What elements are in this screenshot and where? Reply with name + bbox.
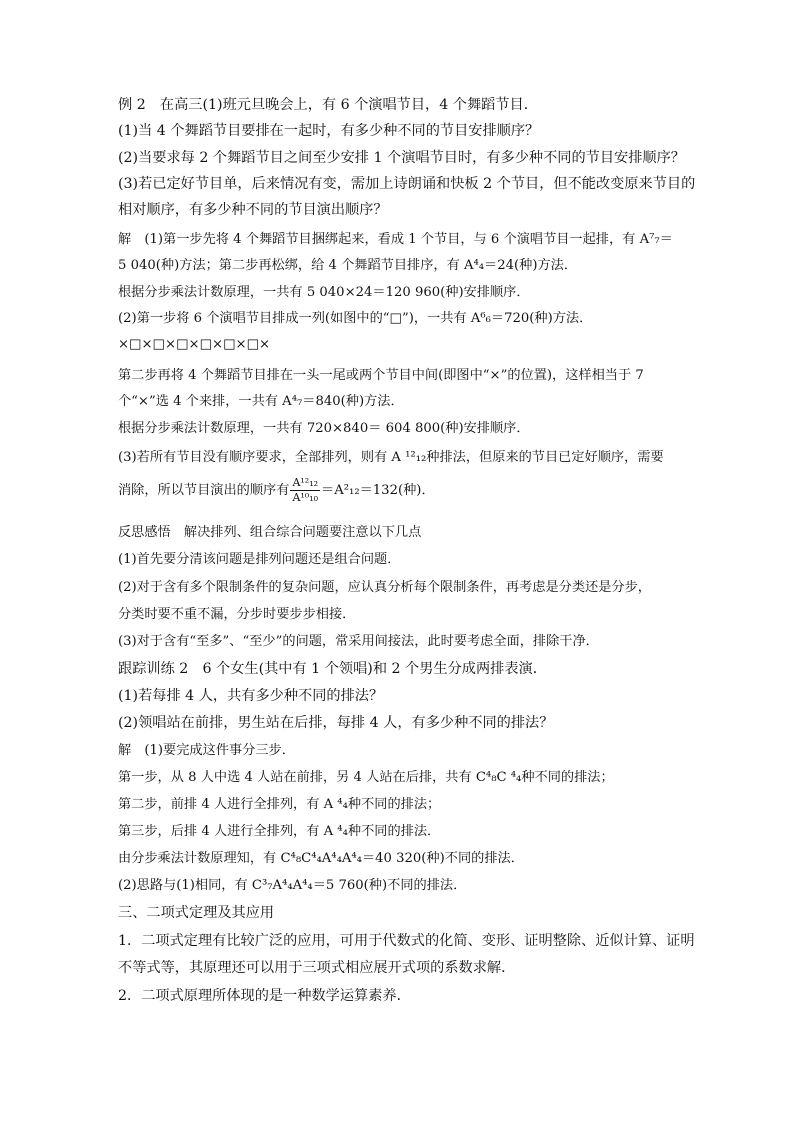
section-3-point-1-line-1: 1．二项式定理有比较广泛的应用，可用于代数式的化简、变形、证明整除、近似计算、证明 bbox=[118, 933, 695, 949]
training-solution-line-6: (2)思路与(1)相同，有 C³₇A⁴₄A⁴₄＝5 760(种)不同的排法． bbox=[118, 878, 467, 893]
example-2-question-3-line-1: (3)若已定好节目单，后来情况有变，需加上诗朗诵和快板 2 个节目，但不能改变原来节目的 bbox=[118, 176, 696, 192]
solution-1-line-3: 根据分步乘法计数原理，一共有 5 040×24＝120 960(种)安排顺序． bbox=[118, 285, 530, 300]
reflection-point-3: (3)对于含有“至多”、“至少”的问题，常采用间接法，此时要考虑全面，排除干净． bbox=[118, 634, 599, 649]
training-solution-line-1: 解 (1)要完成这件事分三步． bbox=[118, 743, 295, 758]
solution-3-text-before-fraction: 消除，所以节目演出的顺序有 bbox=[118, 483, 290, 498]
reflection-point-2-line-1: (2)对于含有多个限制条件的复杂问题，应认真分析每个限制条件，再考虑是分类还是分步， bbox=[118, 580, 651, 595]
solution-3-line-2 bbox=[118, 477, 435, 504]
training-solution-line-5: 由分步乘法计数原理知，有 C⁴₈C⁴₄A⁴₄A⁴₄＝40 320(种)不同的排法． bbox=[118, 851, 524, 866]
solution-2-line-2: 第二步再将 4 个舞蹈节目排在一头一尾或两个节目中间(即图中“×”的位置)，这样相当于 7 bbox=[118, 368, 644, 383]
permutation-fraction bbox=[290, 477, 320, 504]
section-3-point-1-line-2: 不等式等，其原理还可以用于三项式相应展开式项的系数求解． bbox=[118, 960, 516, 976]
solution-3-text-after-fraction: ＝A²₁₂＝132(种)． bbox=[321, 483, 435, 498]
fraction-denominator: A¹⁰₁₀ bbox=[292, 491, 319, 504]
training-solution-line-2: 第一步，从 8 人中选 4 人站在前排，另 4 人站在后排，共有 C⁴₈C ⁴₄种不同的排法； bbox=[118, 770, 614, 785]
reflection-point-1: (1)首先要分清该问题是排列问题还是组合问题． bbox=[118, 552, 401, 567]
example-2-title: 例 2 在高三(1)班元旦晚会上，有 6 个演唱节目，4 个舞蹈节目． bbox=[118, 97, 538, 113]
solution-2-line-4: 根据分步乘法计数原理，一共有 720×840＝ 604 800(种)安排顺序． bbox=[118, 421, 530, 436]
solution-1-line-2: 5 040(种)方法；第二步再松绑，给 4 个舞蹈节目排序，有 A⁴₄＝24(种)方法． bbox=[118, 258, 578, 273]
solution-1-line-1: 解 (1)第一步先将 4 个舞蹈节目捆绑起来，看成 1 个节目，与 6 个演唱节目一起排，有 A⁷₇＝ bbox=[118, 232, 673, 247]
solution-3-line-1: (3)若所有节目没有顺序要求，全部排列，则有 A ¹²₁₂种排法，但原来的节目已定好顺序，需要 bbox=[118, 450, 664, 465]
fraction-numerator: A¹²₁₂ bbox=[292, 476, 319, 489]
example-2-question-3-line-2: 相对顺序，有多少种不同的节目演出顺序？ bbox=[118, 202, 388, 218]
example-2-question-1: (1)当 4 个舞蹈节目要排在一起时，有多少种不同的节目安排顺序？ bbox=[118, 123, 540, 139]
reflection-point-2-line-2: 分类时要不重不漏，分步时要步步相接． bbox=[118, 607, 356, 622]
section-3-heading: 三、二项式定理及其应用 bbox=[118, 905, 275, 921]
section-3-point-2: 2．二项式原理所体现的是一种数学运算素养． bbox=[118, 988, 411, 1004]
solution-2-line-3: 个“×”选 4 个来排，一共有 A⁴₇＝840(种)方法． bbox=[118, 394, 404, 409]
training-solution-line-3: 第二步，前排 4 人进行全排列，有 A ⁴₄种不同的排法； bbox=[118, 797, 441, 812]
training-2-title: 跟踪训练 2 6 个女生(其中有 1 个领唱)和 2 个男生分成两排表演． bbox=[118, 661, 547, 677]
training-2-question-1: (1)若每排 4 人，共有多少种不同的排法？ bbox=[118, 688, 384, 704]
solution-2-figure-row: ×□×□×□×□×□×□× bbox=[118, 337, 271, 352]
reflection-title: 反思感悟 解决排列、组合综合问题要注意以下几点 bbox=[118, 525, 422, 540]
training-2-question-2: (2)领唱站在前排，男生站在后排，每排 4 人，有多少种不同的排法？ bbox=[118, 715, 554, 731]
training-solution-line-4: 第三步，后排 4 人进行全排列，有 A ⁴₄种不同的排法． bbox=[118, 824, 441, 839]
example-2-question-2: (2)当要求每 2 个舞蹈节目之间至少安排 1 个演唱节目时，有多少种不同的节目安排顺序？ bbox=[118, 150, 685, 166]
solution-2-line-1: (2)第一步将 6 个演唱节目排成一列(如图中的“□”)，一共有 A⁶₆＝720(种)方法． bbox=[118, 311, 593, 326]
